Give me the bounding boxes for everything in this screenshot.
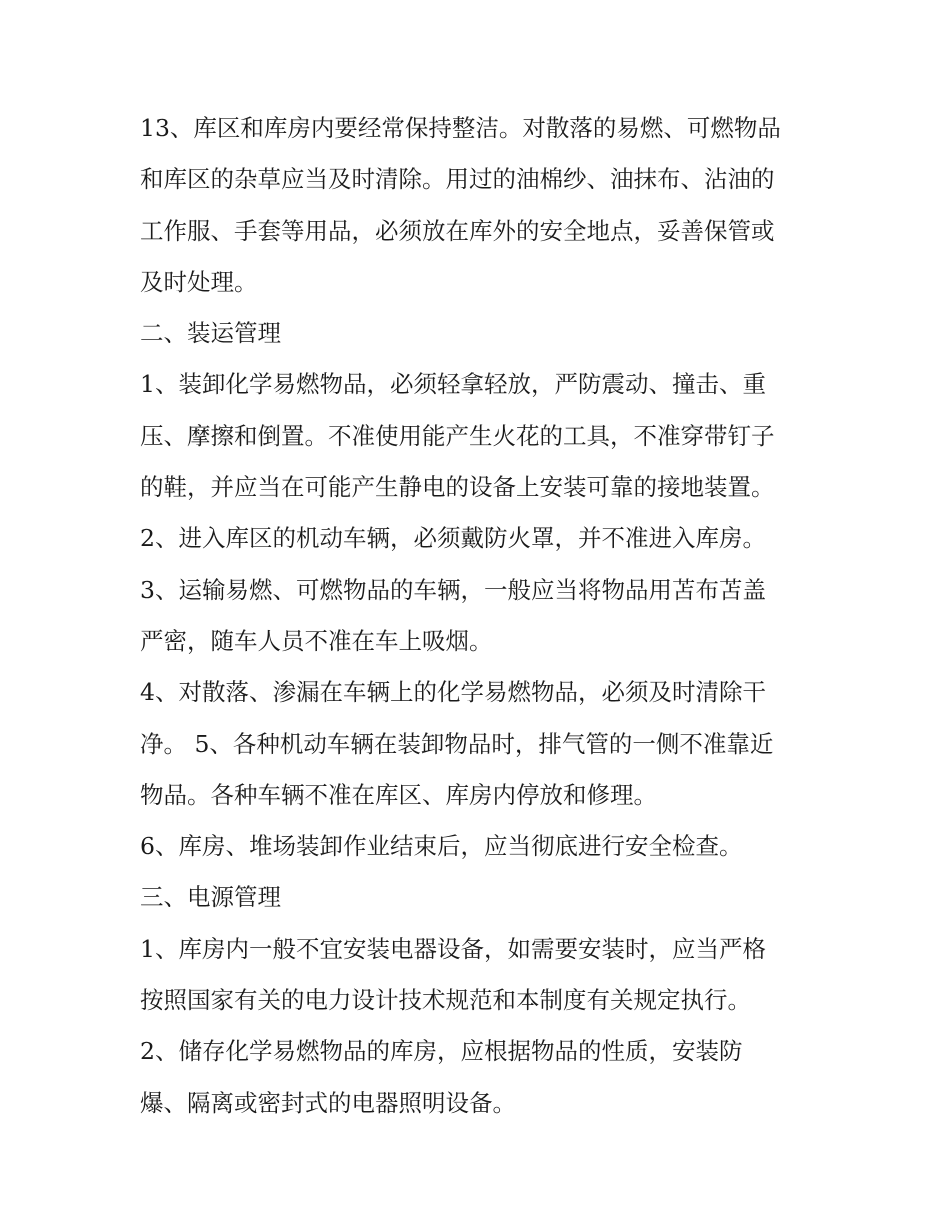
text-line-8: 的鞋，并应当在可能产生静电的设备上安装可靠的接地装置。 — [140, 473, 775, 502]
text-line-12: 4、对散落、渗漏在车辆上的化学易燃物品，必须及时清除干 — [140, 678, 766, 707]
text-line-11: 严密，随车人员不准在车上吸烟。 — [140, 626, 493, 655]
text-line-18: 按照国家有关的电力设计技术规范和本制度有关规定执行。 — [140, 986, 751, 1015]
text-line-6: 1、装卸化学易燃物品，必须轻拿轻放，严防震动、撞击、重 — [140, 370, 766, 399]
text-line-10: 3、运输易燃、可燃物品的车辆，一般应当将物品用苫布苫盖 — [140, 575, 766, 604]
document-body — [140, 103, 820, 1129]
text-line-9: 2、进入库区的机动车辆，必须戴防火罩，并不准进入库房。 — [140, 524, 766, 553]
text-line-4: 及时处理。 — [140, 267, 258, 296]
text-line-20: 爆、隔离或密封式的电器照明设备。 — [140, 1088, 516, 1117]
text-line-13: 净。 5、各种机动车辆在装卸物品时，排气管的一侧不准靠近 — [140, 729, 774, 758]
text-line-1: 13、库区和库房内要经常保持整洁。对散落的易燃、可燃物品 — [140, 114, 781, 142]
text-line-2: 和库区的杂草应当及时清除。用过的油棉纱、油抹布、沾油的 — [140, 165, 775, 194]
text-line-7: 压、摩擦和倒置。不准使用能产生火花的工具，不准穿带钉子 — [140, 421, 775, 450]
text-line-15: 6、库房、堆场装卸作业结束后，应当彻底进行安全检查。 — [140, 832, 743, 861]
text-line-19: 2、储存化学易燃物品的库房，应根据物品的性质，安装防 — [140, 1037, 743, 1066]
text-line-3: 工作服、手套等用品，必须放在库外的安全地点，妥善保管或 — [140, 216, 775, 245]
text-line-14: 物品。各种车辆不准在库区、库房内停放和修理。 — [140, 780, 657, 809]
section-heading-loading-transport: 二、装运管理 — [140, 319, 281, 348]
section-heading-power-management: 三、电源管理 — [140, 883, 281, 912]
text-line-17: 1、库房内一般不宜安装电器设备，如需要安装时，应当严格 — [140, 934, 766, 963]
